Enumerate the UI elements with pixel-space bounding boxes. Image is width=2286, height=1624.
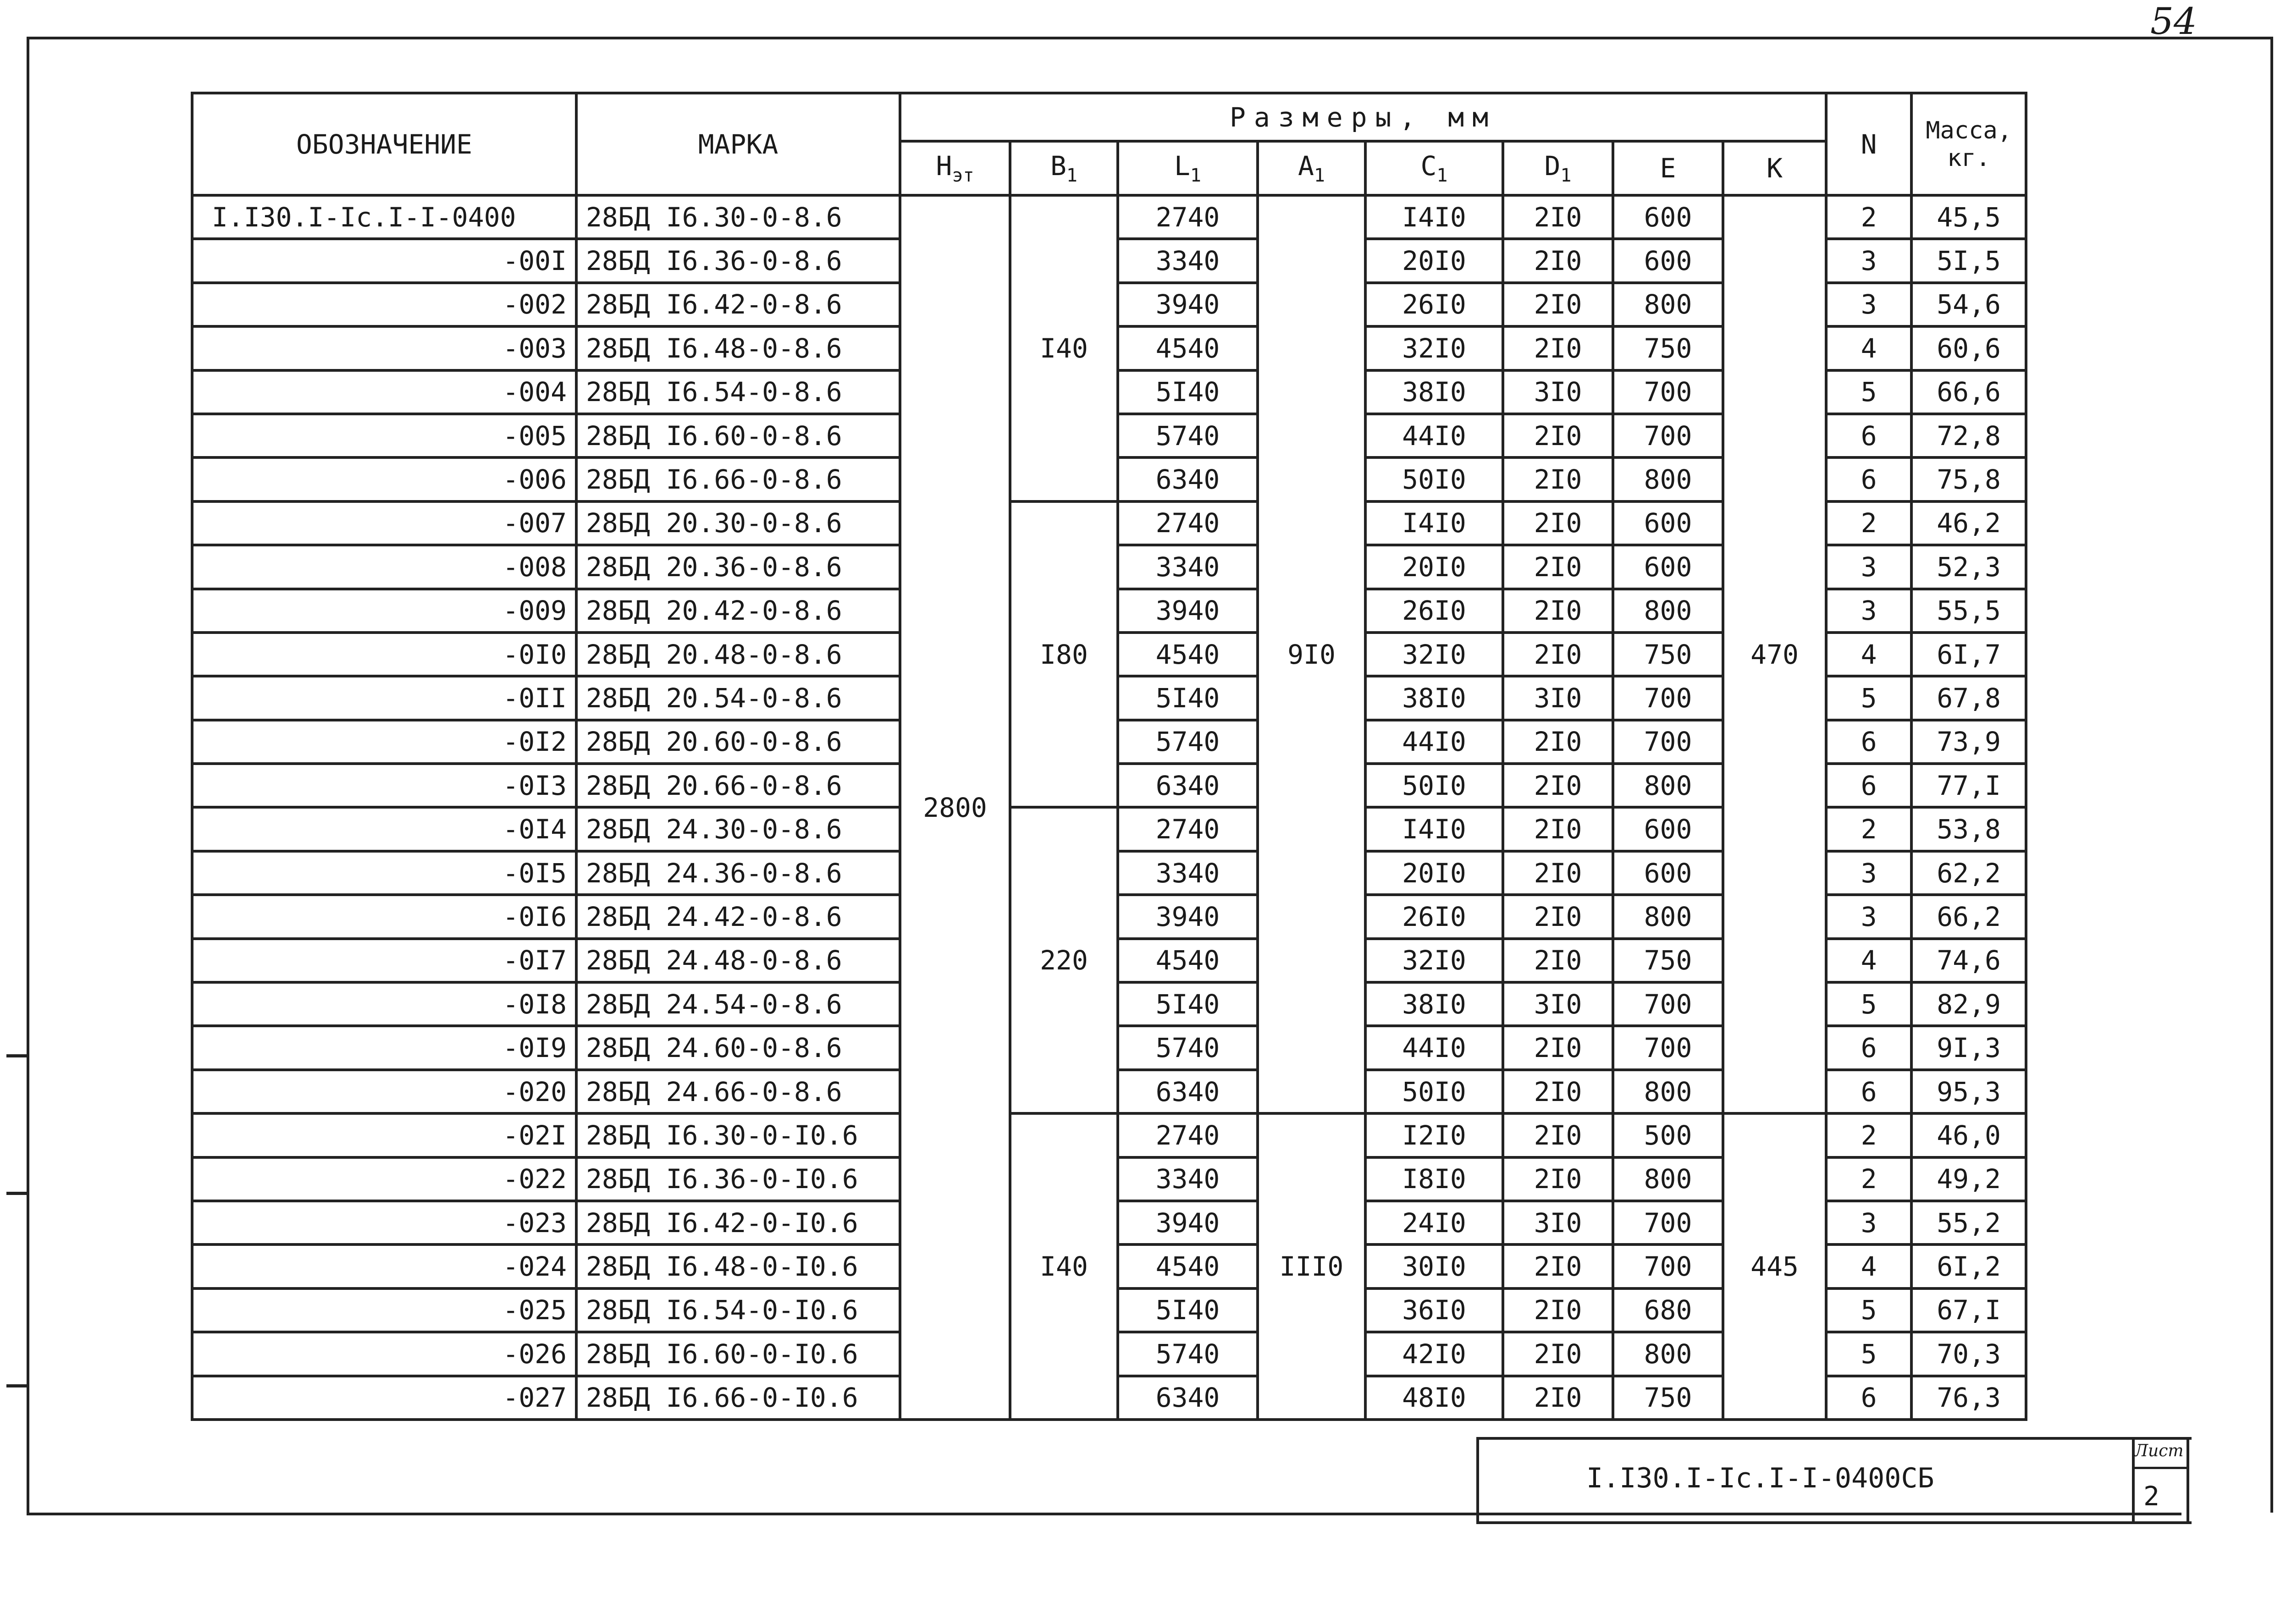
cell-designation: -0I7 — [192, 939, 576, 982]
cell-n: 2 — [1826, 195, 1911, 239]
cell-c1: 50I0 — [1365, 1070, 1503, 1113]
cell-e: 700 — [1613, 676, 1723, 720]
cell-d1: 2I0 — [1503, 501, 1613, 545]
cell-c1: 20I0 — [1365, 545, 1503, 589]
cell-e: 700 — [1613, 720, 1723, 764]
cell-b1: I80 — [1010, 501, 1118, 808]
cell-n: 2 — [1826, 501, 1911, 545]
cell-b1: I40 — [1010, 195, 1118, 501]
cell-l1: 4540 — [1118, 633, 1258, 676]
cell-l1: 5I40 — [1118, 676, 1258, 720]
cell-d1: 2I0 — [1503, 195, 1613, 239]
cell-d1: 3I0 — [1503, 370, 1613, 414]
cell-e: 600 — [1613, 545, 1723, 589]
cell-d1: 2I0 — [1503, 851, 1613, 895]
cell-designation: -026 — [192, 1332, 576, 1376]
cell-n: 6 — [1826, 457, 1911, 501]
cell-mark: 28БД I6.48-0-I0.6 — [576, 1244, 900, 1288]
cell-designation: -020 — [192, 1070, 576, 1113]
cell-d1: 2I0 — [1503, 1244, 1613, 1288]
cell-l1: 5I40 — [1118, 370, 1258, 414]
cell-n: 6 — [1826, 720, 1911, 764]
cell-mark: 28БД I6.54-0-I0.6 — [576, 1288, 900, 1332]
cell-e: 800 — [1613, 764, 1723, 807]
cell-designation: -0I3 — [192, 764, 576, 807]
cell-b1: 220 — [1010, 807, 1118, 1113]
cell-e: 700 — [1613, 370, 1723, 414]
cell-c1: 38I0 — [1365, 982, 1503, 1026]
cell-designation: -0I5 — [192, 851, 576, 895]
cell-l1: 3340 — [1118, 1157, 1258, 1201]
cell-mark: 28БД 24.60-0-8.6 — [576, 1026, 900, 1069]
cell-n: 3 — [1826, 239, 1911, 282]
cell-e: 800 — [1613, 457, 1723, 501]
cell-n: 5 — [1826, 370, 1911, 414]
cell-c1: I4I0 — [1365, 195, 1503, 239]
sheet-label: Лист — [2134, 1442, 2184, 1460]
cell-c1: 32I0 — [1365, 326, 1503, 370]
header-b1: $B_1$ — [1010, 141, 1118, 195]
cell-c1: 48I0 — [1365, 1376, 1503, 1420]
cell-l1: 2740 — [1118, 195, 1258, 239]
cell-e: 800 — [1613, 283, 1723, 326]
cell-c1: I8I0 — [1365, 1157, 1503, 1201]
cell-e: 600 — [1613, 239, 1723, 282]
cell-mass: 49,2 — [1911, 1157, 2026, 1201]
cell-c1: 44I0 — [1365, 1026, 1503, 1069]
cell-l1: 3940 — [1118, 895, 1258, 938]
cell-mass: 77,I — [1911, 764, 2026, 807]
page-number: 54 — [2150, 0, 2197, 43]
cell-mark: 28БД 24.42-0-8.6 — [576, 895, 900, 938]
specification-table — [191, 92, 2027, 1421]
cell-mark: 28БД 20.48-0-8.6 — [576, 633, 900, 676]
cell-mass: 45,5 — [1911, 195, 2026, 239]
cell-d1: 2I0 — [1503, 939, 1613, 982]
cell-mark: 28БД 20.42-0-8.6 — [576, 589, 900, 633]
cell-n: 3 — [1826, 895, 1911, 938]
cell-designation: -0I6 — [192, 895, 576, 938]
cell-d1: 2I0 — [1503, 1288, 1613, 1332]
cell-d1: 2I0 — [1503, 1070, 1613, 1113]
cell-c1: 32I0 — [1365, 939, 1503, 982]
cell-l1: 5740 — [1118, 414, 1258, 457]
cell-n: 3 — [1826, 1201, 1911, 1244]
cell-n: 5 — [1826, 1288, 1911, 1332]
header-h-et: $H_{эт}$ — [900, 141, 1010, 195]
document-code: I.I30.I-Ic.I-I-0400СБ — [1586, 1462, 1934, 1494]
cell-mark: 28БД 20.54-0-8.6 — [576, 676, 900, 720]
cell-l1: 5I40 — [1118, 1288, 1258, 1332]
cell-c1: 30I0 — [1365, 1244, 1503, 1288]
cell-c1: 44I0 — [1365, 720, 1503, 764]
cell-a1: III0 — [1258, 1113, 1365, 1420]
cell-c1: 50I0 — [1365, 457, 1503, 501]
cell-mass: 55,2 — [1911, 1201, 2026, 1244]
cell-e: 750 — [1613, 1376, 1723, 1420]
cell-l1: 4540 — [1118, 326, 1258, 370]
cell-c1: 38I0 — [1365, 676, 1503, 720]
cell-e: 700 — [1613, 982, 1723, 1026]
cell-n: 5 — [1826, 676, 1911, 720]
cell-mass: 95,3 — [1911, 1070, 2026, 1113]
cell-n: 6 — [1826, 764, 1911, 807]
cell-d1: 2I0 — [1503, 283, 1613, 326]
cell-c1: 24I0 — [1365, 1201, 1503, 1244]
cell-designation: -005 — [192, 414, 576, 457]
cell-e: 800 — [1613, 1157, 1723, 1201]
cell-designation: -0I0 — [192, 633, 576, 676]
cell-e: 600 — [1613, 807, 1723, 851]
cell-d1: 2I0 — [1503, 1157, 1613, 1201]
cell-c1: 50I0 — [1365, 764, 1503, 807]
cell-mass: 72,8 — [1911, 414, 2026, 457]
cell-l1: 2740 — [1118, 1113, 1258, 1157]
header-dimensions: Размеры, мм — [900, 93, 1826, 141]
cell-mass: 76,3 — [1911, 1376, 2026, 1420]
cell-c1: 44I0 — [1365, 414, 1503, 457]
header-k: K — [1723, 141, 1826, 195]
cell-d1: 3I0 — [1503, 676, 1613, 720]
cell-designation: -02I — [192, 1113, 576, 1157]
cell-mass: 66,2 — [1911, 895, 2026, 938]
cell-mark: 28БД I6.60-0-8.6 — [576, 414, 900, 457]
cell-mark: 28БД 24.30-0-8.6 — [576, 807, 900, 851]
cell-mass: 6I,2 — [1911, 1244, 2026, 1288]
cell-designation: -002 — [192, 283, 576, 326]
header-l1: $L_1$ — [1118, 141, 1258, 195]
cell-d1: 2I0 — [1503, 1026, 1613, 1069]
cell-mass: 5I,5 — [1911, 239, 2026, 282]
cell-d1: 3I0 — [1503, 982, 1613, 1026]
cell-d1: 2I0 — [1503, 895, 1613, 938]
cell-e: 600 — [1613, 851, 1723, 895]
cell-e: 750 — [1613, 633, 1723, 676]
cell-designation: -003 — [192, 326, 576, 370]
cell-designation: -027 — [192, 1376, 576, 1420]
cell-d1: 2I0 — [1503, 633, 1613, 676]
cell-l1: 3940 — [1118, 589, 1258, 633]
cell-mark: 28БД I6.48-0-8.6 — [576, 326, 900, 370]
cell-n: 2 — [1826, 1157, 1911, 1201]
cell-designation: -00I — [192, 239, 576, 282]
cell-mark: 28БД 20.66-0-8.6 — [576, 764, 900, 807]
cell-mark: 28БД 24.66-0-8.6 — [576, 1070, 900, 1113]
cell-d1: 2I0 — [1503, 326, 1613, 370]
cell-c1: I2I0 — [1365, 1113, 1503, 1157]
cell-designation: -022 — [192, 1157, 576, 1201]
cell-c1: 20I0 — [1365, 851, 1503, 895]
cell-mark: 28БД I6.66-0-I0.6 — [576, 1376, 900, 1420]
cell-mass: 67,I — [1911, 1288, 2026, 1332]
cell-c1: 20I0 — [1365, 239, 1503, 282]
cell-mark: 28БД I6.36-0-I0.6 — [576, 1157, 900, 1201]
header-designation: ОБОЗНАЧЕНИЕ — [192, 93, 576, 195]
cell-l1: 6340 — [1118, 764, 1258, 807]
cell-l1: 6340 — [1118, 1376, 1258, 1420]
cell-e: 800 — [1613, 1070, 1723, 1113]
cell-mass: 60,6 — [1911, 326, 2026, 370]
cell-mass: 73,9 — [1911, 720, 2026, 764]
cell-designation: -024 — [192, 1244, 576, 1288]
header-n: N — [1826, 93, 1911, 195]
cell-mass: 54,6 — [1911, 283, 2026, 326]
cell-l1: 3940 — [1118, 1201, 1258, 1244]
cell-designation: -007 — [192, 501, 576, 545]
cell-c1: I4I0 — [1365, 807, 1503, 851]
margin-tick — [6, 1054, 29, 1057]
cell-designation: -006 — [192, 457, 576, 501]
cell-designation: -0I2 — [192, 720, 576, 764]
cell-mark: 28БД 20.30-0-8.6 — [576, 501, 900, 545]
cell-mass: 52,3 — [1911, 545, 2026, 589]
cell-designation: -0I8 — [192, 982, 576, 1026]
cell-n: 6 — [1826, 1070, 1911, 1113]
cell-mark: 28БД 24.54-0-8.6 — [576, 982, 900, 1026]
cell-mark: 28БД 20.60-0-8.6 — [576, 720, 900, 764]
cell-e: 800 — [1613, 895, 1723, 938]
cell-d1: 2I0 — [1503, 239, 1613, 282]
cell-c1: 32I0 — [1365, 633, 1503, 676]
cell-l1: 5740 — [1118, 720, 1258, 764]
cell-l1: 2740 — [1118, 501, 1258, 545]
header-d1: $D_1$ — [1503, 141, 1613, 195]
cell-mass: 62,2 — [1911, 851, 2026, 895]
cell-n: 3 — [1826, 283, 1911, 326]
cell-d1: 3I0 — [1503, 1201, 1613, 1244]
cell-n: 4 — [1826, 1244, 1911, 1288]
cell-d1: 2I0 — [1503, 457, 1613, 501]
cell-e: 680 — [1613, 1288, 1723, 1332]
cell-l1: 4540 — [1118, 939, 1258, 982]
cell-k: 445 — [1723, 1113, 1826, 1420]
cell-designation: -004 — [192, 370, 576, 414]
cell-e: 800 — [1613, 589, 1723, 633]
cell-d1: 2I0 — [1503, 1332, 1613, 1376]
cell-l1: 6340 — [1118, 1070, 1258, 1113]
cell-n: 5 — [1826, 1332, 1911, 1376]
cell-e: 800 — [1613, 1332, 1723, 1376]
cell-n: 4 — [1826, 326, 1911, 370]
cell-mass: 67,8 — [1911, 676, 2026, 720]
cell-n: 6 — [1826, 1026, 1911, 1069]
sheet-number: 2 — [2143, 1481, 2159, 1512]
cell-d1: 2I0 — [1503, 720, 1613, 764]
cell-l1: 5I40 — [1118, 982, 1258, 1026]
cell-mark: 28БД 24.36-0-8.6 — [576, 851, 900, 895]
cell-mass: 70,3 — [1911, 1332, 2026, 1376]
cell-n: 2 — [1826, 807, 1911, 851]
cell-n: 2 — [1826, 1113, 1911, 1157]
cell-n: 5 — [1826, 982, 1911, 1026]
cell-e: 750 — [1613, 939, 1723, 982]
cell-b1: I40 — [1010, 1113, 1118, 1420]
cell-mark: 28БД 24.48-0-8.6 — [576, 939, 900, 982]
margin-tick — [6, 1192, 29, 1195]
cell-mark: 28БД I6.54-0-8.6 — [576, 370, 900, 414]
cell-l1: 3340 — [1118, 851, 1258, 895]
cell-l1: 3940 — [1118, 283, 1258, 326]
header-e: E — [1613, 141, 1723, 195]
cell-e: 700 — [1613, 414, 1723, 457]
table-row — [192, 195, 2026, 239]
cell-mark: 28БД I6.66-0-8.6 — [576, 457, 900, 501]
cell-mass: 74,6 — [1911, 939, 2026, 982]
cell-mass: 53,8 — [1911, 807, 2026, 851]
cell-mass: 9I,3 — [1911, 1026, 2026, 1069]
cell-c1: 26I0 — [1365, 283, 1503, 326]
cell-c1: 38I0 — [1365, 370, 1503, 414]
cell-c1: 26I0 — [1365, 589, 1503, 633]
cell-h-et: 2800 — [900, 195, 1010, 1420]
cell-e: 500 — [1613, 1113, 1723, 1157]
cell-mass: 46,2 — [1911, 501, 2026, 545]
cell-d1: 2I0 — [1503, 764, 1613, 807]
cell-designation: -023 — [192, 1201, 576, 1244]
cell-designation: -0I4 — [192, 807, 576, 851]
header-mark: МАРКА — [576, 93, 900, 195]
cell-mark: 28БД I6.60-0-I0.6 — [576, 1332, 900, 1376]
cell-mark: 28БД I6.36-0-8.6 — [576, 239, 900, 282]
cell-d1: 2I0 — [1503, 1113, 1613, 1157]
cell-c1: 42I0 — [1365, 1332, 1503, 1376]
cell-n: 3 — [1826, 851, 1911, 895]
header-mass: Масса, кг. — [1911, 93, 2026, 195]
cell-n: 3 — [1826, 589, 1911, 633]
cell-mass: 55,5 — [1911, 589, 2026, 633]
cell-l1: 3340 — [1118, 239, 1258, 282]
cell-c1: 26I0 — [1365, 895, 1503, 938]
header-c1: $C_1$ — [1365, 141, 1503, 195]
cell-e: 700 — [1613, 1244, 1723, 1288]
cell-e: 600 — [1613, 501, 1723, 545]
cell-n: 4 — [1826, 939, 1911, 982]
cell-k: 470 — [1723, 195, 1826, 1113]
cell-d1: 2I0 — [1503, 807, 1613, 851]
cell-designation: -025 — [192, 1288, 576, 1332]
cell-designation: -0II — [192, 676, 576, 720]
cell-mark: 28БД I6.30-0-I0.6 — [576, 1113, 900, 1157]
cell-e: 600 — [1613, 195, 1723, 239]
cell-mark: 28БД I6.42-0-8.6 — [576, 283, 900, 326]
margin-tick — [6, 1384, 29, 1387]
cell-l1: 6340 — [1118, 457, 1258, 501]
cell-d1: 2I0 — [1503, 414, 1613, 457]
sheet-divider — [2132, 1467, 2189, 1469]
cell-mass: 46,0 — [1911, 1113, 2026, 1157]
cell-e: 700 — [1613, 1026, 1723, 1069]
cell-d1: 2I0 — [1503, 589, 1613, 633]
cell-a1: 9I0 — [1258, 195, 1365, 1113]
cell-d1: 2I0 — [1503, 545, 1613, 589]
cell-n: 4 — [1826, 633, 1911, 676]
cell-mass: 75,8 — [1911, 457, 2026, 501]
cell-mass: 82,9 — [1911, 982, 2026, 1026]
cell-l1: 4540 — [1118, 1244, 1258, 1288]
cell-mark: 28БД I6.42-0-I0.6 — [576, 1201, 900, 1244]
cell-designation: -0I9 — [192, 1026, 576, 1069]
cell-e: 700 — [1613, 1201, 1723, 1244]
cell-mark: 28БД 20.36-0-8.6 — [576, 545, 900, 589]
cell-d1: 2I0 — [1503, 1376, 1613, 1420]
cell-designation: -009 — [192, 589, 576, 633]
cell-designation: I.I30.I-Ic.I-I-0400 — [192, 195, 576, 239]
cell-n: 6 — [1826, 414, 1911, 457]
cell-n: 6 — [1826, 1376, 1911, 1420]
cell-c1: I4I0 — [1365, 501, 1503, 545]
cell-designation: -008 — [192, 545, 576, 589]
cell-l1: 5740 — [1118, 1026, 1258, 1069]
header-a1: $A_1$ — [1258, 141, 1365, 195]
cell-l1: 2740 — [1118, 807, 1258, 851]
cell-e: 750 — [1613, 326, 1723, 370]
cell-n: 3 — [1826, 545, 1911, 589]
cell-l1: 5740 — [1118, 1332, 1258, 1376]
table-row — [192, 1113, 2026, 1157]
cell-c1: 36I0 — [1365, 1288, 1503, 1332]
cell-mass: 66,6 — [1911, 370, 2026, 414]
cell-mark: 28БД I6.30-0-8.6 — [576, 195, 900, 239]
cell-l1: 3340 — [1118, 545, 1258, 589]
cell-mass: 6I,7 — [1911, 633, 2026, 676]
